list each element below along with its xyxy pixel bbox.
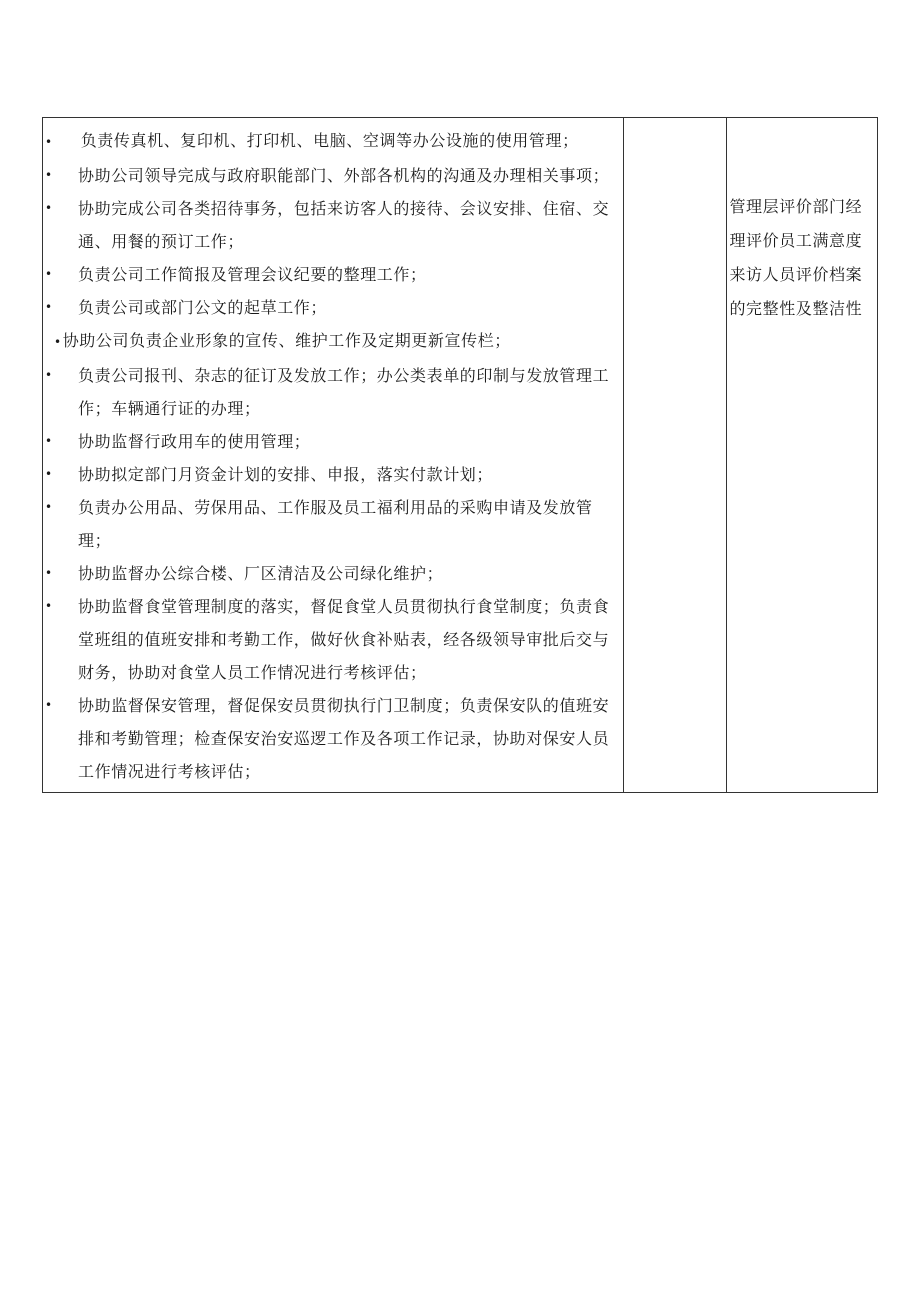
duty-text: 协助监督食堂管理制度的落实，督促食堂人员贯彻执行食堂制度；负责食堂班组的值班安排和考勤工作，做好伙食补贴表，经各级领导审批后交与财务，协助对食堂人员工作情况进行考核评估；: [78, 597, 610, 682]
duty-item: [45, 291, 619, 324]
duty-item: [45, 124, 619, 159]
bullet-icon: •: [45, 368, 53, 382]
table-row: [43, 118, 878, 793]
bullet-icon: •: [45, 300, 53, 314]
bullet-icon: •: [45, 467, 53, 481]
duty-text: 负责办公用品、劳保用品、工作服及员工福利用品的采购申请及发放管理；: [78, 498, 593, 550]
duty-table: [42, 117, 878, 793]
duty-text: 协助公司负责企业形象的宣传、维护工作及定期更新宣传栏；: [62, 331, 511, 350]
duty-text: 负责传真机、复印机、打印机、电脑、空调等办公设施的使用管理；: [80, 131, 579, 150]
duty-item: [45, 359, 619, 425]
duty-item: [45, 557, 619, 590]
bullet-icon: •: [45, 599, 53, 613]
kpi-cell: [727, 118, 878, 793]
duty-text: 协助监督保安管理，督促保安员贯彻执行门卫制度；负责保安队的值班安排和考勤管理；检查保安治安巡逻工作及各项工作记录，协助对保安人员工作情况进行考核评估；: [78, 696, 610, 781]
duty-item: [45, 590, 619, 689]
bullet-icon: •: [45, 201, 53, 215]
duty-list: [45, 124, 619, 788]
kpi-line: 理评价员工满意度: [729, 231, 863, 250]
duty-text: 协助完成公司各类招待事务，包括来访客人的接待、会议安排、住宿、交通、用餐的预订工作；: [78, 199, 610, 251]
duty-item: [45, 689, 619, 788]
bullet-icon: •: [45, 434, 53, 448]
bullet-icon: •: [45, 267, 53, 281]
duty-item: [45, 425, 619, 458]
kpi-line: 的完整性及整洁性: [729, 299, 863, 318]
bullet-icon: •: [45, 566, 53, 580]
duty-text: 协助拟定部门月资金计划的安排、申报，落实付款计划；: [78, 465, 494, 484]
duty-item: [45, 159, 619, 192]
duty-item: [45, 324, 619, 359]
duty-text: 负责公司工作简报及管理会议纪要的整理工作；: [78, 265, 427, 284]
duty-text: 负责公司或部门公文的起草工作；: [78, 298, 328, 317]
kpi-line: 来访人员评价档案: [729, 265, 863, 284]
blank-cell: [624, 118, 727, 793]
duty-text: 协助监督行政用车的使用管理；: [78, 432, 311, 451]
duty-item: [45, 458, 619, 491]
bullet-icon: •: [45, 500, 53, 514]
duty-text: 协助监督办公综合楼、厂区清洁及公司绿化维护；: [78, 564, 444, 583]
bullet-icon: •: [45, 135, 53, 149]
duty-text: 负责公司报刊、杂志的征订及发放工作；办公类表单的印制与发放管理工作；车辆通行证的办理；: [78, 366, 610, 418]
duty-item: [45, 258, 619, 291]
duty-text: 协助公司领导完成与政府职能部门、外部各机构的沟通及办理相关事项；: [78, 166, 610, 185]
bullet-icon: •: [45, 698, 53, 712]
duty-item: [45, 491, 619, 557]
bullet-icon: •: [54, 335, 62, 349]
duty-item: [45, 192, 619, 258]
kpi-line: 管理层评价部门经: [729, 197, 863, 216]
bullet-icon: •: [45, 168, 53, 182]
duties-cell: [43, 118, 624, 793]
